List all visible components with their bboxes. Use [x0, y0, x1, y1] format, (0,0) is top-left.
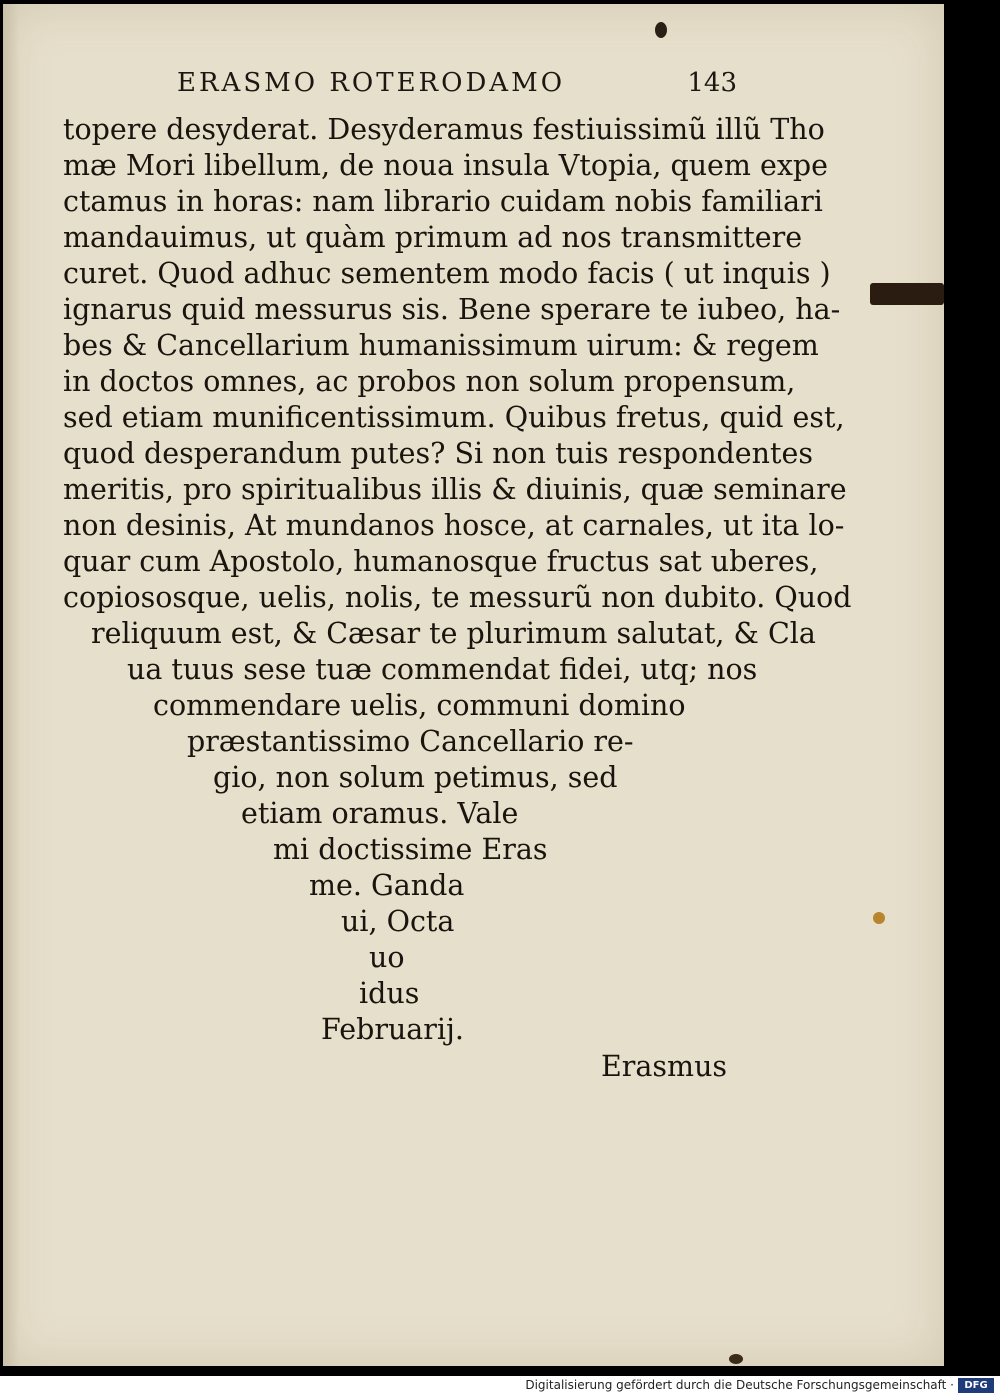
book-page	[3, 4, 944, 1366]
dfg-logo: DFG	[958, 1378, 994, 1393]
signature: Erasmus	[601, 1050, 728, 1083]
text-line: copiososque, uelis, nolis, te messurũ non dubito. Quod	[63, 581, 852, 614]
text-line: mæ Mori libellum, de noua insula Vtopia, quem expe	[63, 149, 829, 182]
page-number: 143	[687, 68, 737, 98]
text-line: non desinis, At mundanos hosce, at carnales, ut ita lo-	[63, 509, 845, 542]
foxing-spot	[729, 1354, 743, 1364]
text-line: Februarij.	[321, 1013, 464, 1046]
text-line: commendare uelis, communi domino	[153, 689, 686, 722]
ink-blot	[655, 22, 667, 38]
text-line: ui, Octa	[341, 905, 455, 938]
text-line: bes & Cancellarium humanissimum uirum: & regem	[63, 329, 819, 362]
foxing-spot	[873, 912, 885, 924]
text-line: me. Ganda	[309, 869, 465, 902]
text-line: uo	[369, 941, 405, 974]
text-line: ctamus in horas: nam librario cuidam nobis familiari	[63, 185, 823, 218]
text-line: reliquum est, & Cæsar te plurimum salutat, & Cla	[91, 617, 816, 650]
text-line: gio, non solum petimus, sed	[213, 761, 618, 794]
page-tab-marker	[870, 283, 944, 305]
text-line: idus	[359, 977, 420, 1010]
text-line: ignarus quid messurus sis. Bene sperare te iubeo, ha-	[63, 293, 841, 326]
running-head: ERASMO ROTERODAMO	[177, 68, 566, 98]
text-line: quod desperandum putes? Si non tuis respondentes	[63, 437, 813, 470]
text-line: curet. Quod adhuc sementem modo facis ( ut inquis )	[63, 257, 831, 290]
text-line: mi doctissime Eras	[273, 833, 548, 866]
page-header	[177, 68, 737, 108]
text-line: topere desyderat. Desyderamus festiuissimũ illũ Tho	[63, 113, 825, 146]
text-line: sed etiam munificentissimum. Quibus fretus, quid est,	[63, 401, 845, 434]
text-line: in doctos omnes, ac probos non solum propensum,	[63, 365, 796, 398]
funding-note: Digitalisierung gefördert durch die Deutsche Forschungsgemeinschaft ·	[525, 1378, 954, 1392]
text-line: meritis, pro spiritualibus illis & diuinis, quæ seminare	[63, 473, 847, 506]
text-line: ua tuus sese tuæ commendat fidei, utq; nos	[127, 653, 758, 686]
text-line: quar cum Apostolo, humanosque fructus sat uberes,	[63, 545, 819, 578]
text-line: præstantissimo Cancellario re-	[187, 725, 634, 758]
text-line: etiam oramus. Vale	[241, 797, 519, 830]
footer-bar	[0, 1376, 1000, 1396]
text-line: mandauimus, ut quàm primum ad nos transmittere	[63, 221, 803, 254]
